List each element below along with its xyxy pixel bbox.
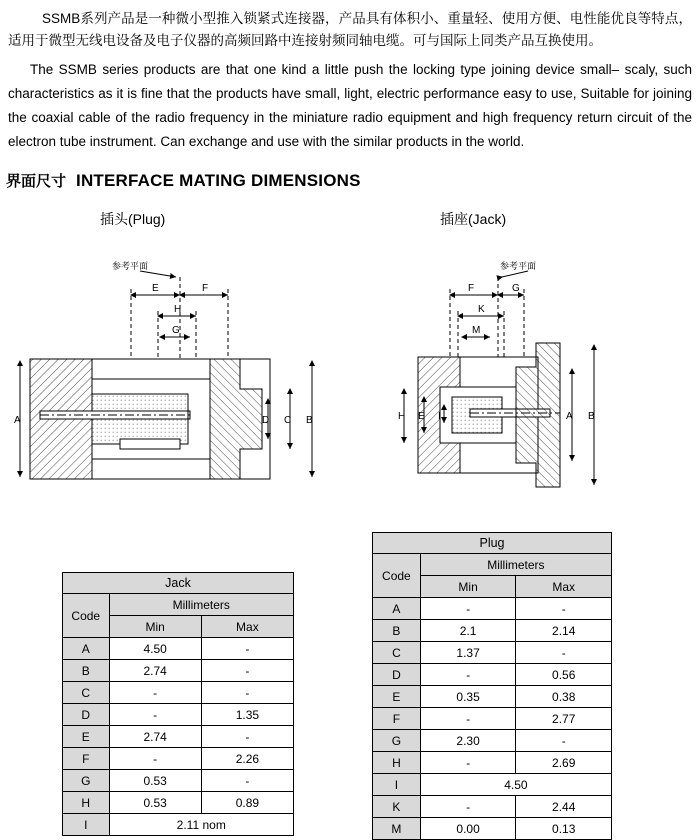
section-title-chinese: 界面尺寸 — [6, 173, 67, 190]
jack-row-min: 0.53 — [109, 792, 201, 814]
plug-dim-E: E — [152, 283, 159, 294]
jack-row-code: D — [63, 704, 110, 726]
jack-row-max: - — [201, 682, 293, 704]
jack-row-code: A — [63, 638, 110, 660]
table-row — [373, 708, 612, 730]
intro-paragraph-chinese: SSMB系列产品是一种微小型推入锁紧式连接器，产品具有体积小、重量轻、使用方便、电性能优良等特点，适用于微型无线电设备及电子仪器的高频回路中连接射频同轴电缆。可与国际上同类产品互换使用。 — [8, 11, 692, 48]
plug-row-code: B — [373, 620, 421, 642]
plug-max-header: Max — [516, 576, 612, 598]
plug-row-max: 2.77 — [516, 708, 612, 730]
plug-row-code: A — [373, 598, 421, 620]
plug-row-min: 1.37 — [420, 642, 516, 664]
jack-row-max: 1.35 — [201, 704, 293, 726]
plug-row-max: 2.69 — [516, 752, 612, 774]
jack-row-max: 0.89 — [201, 792, 293, 814]
plug-row-min: - — [420, 598, 516, 620]
table-row — [63, 814, 294, 836]
plug-row-min: 0.00 — [420, 818, 516, 840]
plug-row-code: F — [373, 708, 421, 730]
plug-row-code: H — [373, 752, 421, 774]
plug-row-min: - — [420, 796, 516, 818]
jack-table-title-row — [63, 573, 294, 594]
plug-row-min: - — [420, 664, 516, 686]
plug-row-max: - — [516, 642, 612, 664]
plug-row-max: 0.56 — [516, 664, 612, 686]
plug-row-min: - — [420, 708, 516, 730]
jack-ref-plane-label: 参考平面 — [500, 261, 537, 271]
jack-dimension-table-wrap — [62, 572, 294, 836]
table-row — [373, 752, 612, 774]
plug-table-title-row — [373, 533, 612, 554]
plug-row-code: M — [373, 818, 421, 840]
jack-drawing-title: 插座(Jack) — [440, 211, 507, 227]
plug-dim-H: H — [174, 304, 182, 315]
jack-table-title: Jack — [63, 573, 294, 594]
table-row — [63, 660, 294, 682]
plug-row-min: - — [420, 752, 516, 774]
table-row — [63, 748, 294, 770]
jack-dim-F: F — [468, 283, 475, 294]
plug-dimension-table — [372, 532, 612, 840]
jack-row-min: 2.74 — [109, 726, 201, 748]
plug-table-unit-row — [373, 554, 612, 576]
jack-row-code: I — [63, 814, 110, 836]
jack-row-min: 0.53 — [109, 770, 201, 792]
jack-dim-E: E — [418, 411, 425, 422]
plug-row-code: I — [373, 774, 421, 796]
table-row — [373, 686, 612, 708]
plug-code-header: Code — [373, 554, 421, 598]
jack-row-min: - — [109, 748, 201, 770]
plug-row-min: 2.1 — [420, 620, 516, 642]
plug-row-max: 0.38 — [516, 686, 612, 708]
jack-row-min: 4.50 — [109, 638, 201, 660]
intro-paragraph-english: The SSMB series products are that one kind a little push the locking type joining device small– scaly, such characteristics as it is fine that the products have small, light, electric performance easy to use, Suitable for joining the coaxial cable of the radio frequency in the miniature radio equipment and high frequency return circuit of the electron tube instrument. Can exchange and use with the similar products in the world. — [8, 62, 692, 149]
plug-row-max: - — [516, 730, 612, 752]
table-row — [63, 726, 294, 748]
plug-row-span-value: 4.50 — [420, 774, 611, 796]
table-row — [63, 770, 294, 792]
table-row — [373, 730, 612, 752]
jack-unit-header: Millimeters — [109, 594, 293, 616]
plug-dim-D: D — [262, 415, 270, 426]
plug-row-max: 2.44 — [516, 796, 612, 818]
table-row — [373, 642, 612, 664]
plug-dim-C: C — [284, 415, 292, 426]
plug-row-code: D — [373, 664, 421, 686]
jack-row-max: 2.26 — [201, 748, 293, 770]
jack-row-code: G — [63, 770, 110, 792]
jack-row-span-value: 2.11 nom — [109, 814, 293, 836]
section-title-english: INTERFACE MATING DIMENSIONS — [76, 171, 361, 190]
jack-row-max: - — [201, 638, 293, 660]
plug-table-title: Plug — [373, 533, 612, 554]
table-row — [373, 598, 612, 620]
jack-row-code: E — [63, 726, 110, 748]
plug-row-code: E — [373, 686, 421, 708]
table-row — [373, 818, 612, 840]
jack-dim-G: G — [512, 283, 520, 294]
plug-row-max: 0.13 — [516, 818, 612, 840]
jack-row-min: - — [109, 704, 201, 726]
plug-dim-B: B — [306, 415, 313, 426]
plug-row-max: 2.14 — [516, 620, 612, 642]
jack-row-min: - — [109, 682, 201, 704]
plug-dimension-table-wrap — [372, 532, 612, 840]
jack-dim-M: M — [472, 325, 481, 336]
technical-drawings — [0, 239, 700, 519]
table-row — [63, 638, 294, 660]
jack-dim-H: H — [398, 411, 406, 422]
plug-row-code: G — [373, 730, 421, 752]
jack-dim-K: K — [478, 304, 485, 315]
jack-row-min: 2.74 — [109, 660, 201, 682]
plug-dim-A: A — [14, 415, 21, 426]
table-row — [373, 664, 612, 686]
jack-code-header: Code — [63, 594, 110, 638]
plug-row-code: K — [373, 796, 421, 818]
plug-dim-G: G — [172, 325, 180, 336]
jack-dim-A: A — [566, 411, 573, 422]
plug-dim-F: F — [202, 283, 209, 294]
jack-dimension-table — [62, 572, 294, 836]
jack-row-max: - — [201, 660, 293, 682]
plug-row-min: 2.30 — [420, 730, 516, 752]
plug-min-header: Min — [420, 576, 516, 598]
plug-unit-header: Millimeters — [420, 554, 611, 576]
drawings-svg — [0, 239, 700, 519]
plug-ref-plane-label: 参考平面 — [112, 261, 149, 271]
jack-table-unit-row — [63, 594, 294, 616]
plug-row-max: - — [516, 598, 612, 620]
table-row — [63, 682, 294, 704]
jack-max-header: Max — [201, 616, 293, 638]
table-row — [373, 620, 612, 642]
jack-row-code: H — [63, 792, 110, 814]
jack-row-max: - — [201, 770, 293, 792]
jack-dim-B: B — [588, 411, 595, 422]
jack-row-code: C — [63, 682, 110, 704]
table-row — [373, 796, 612, 818]
jack-row-code: B — [63, 660, 110, 682]
table-row — [63, 792, 294, 814]
jack-min-header: Min — [109, 616, 201, 638]
plug-row-min: 0.35 — [420, 686, 516, 708]
drawing-titles — [0, 209, 700, 235]
plug-drawing-title: 插头(Plug) — [100, 211, 166, 227]
jack-row-code: F — [63, 748, 110, 770]
jack-dim-I: I — [438, 411, 441, 422]
plug-row-code: C — [373, 642, 421, 664]
jack-row-max: - — [201, 726, 293, 748]
section-heading — [6, 170, 700, 191]
table-row — [63, 704, 294, 726]
table-row — [373, 774, 612, 796]
